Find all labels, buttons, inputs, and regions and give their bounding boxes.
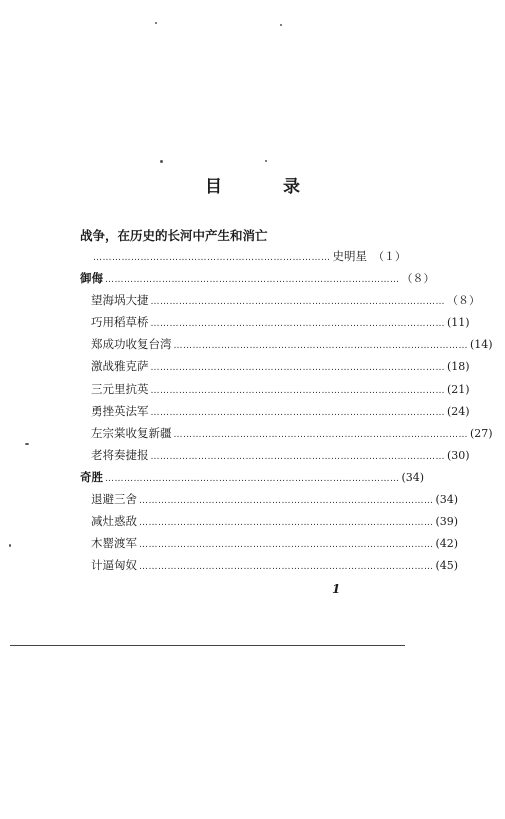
toc-entry-title: 勇挫英法军 — [91, 403, 149, 418]
toc-entry-title: 巧用稻草桥 — [91, 315, 149, 330]
toc-page-number: （８） — [447, 294, 480, 308]
scan-speck — [265, 160, 267, 162]
toc-section-row — [80, 469, 425, 485]
dot-leader: ………………………………………………………………………………… — [150, 407, 445, 418]
toc-page-number: (18) — [447, 360, 470, 374]
dot-leader: ………………………………………………………………………………… — [105, 275, 400, 285]
toc-section-row — [80, 270, 435, 286]
toc-page-number: (14) — [470, 338, 493, 352]
dot-leader: ………………………………………………………………………………… — [139, 518, 434, 529]
toc-entry-row — [91, 557, 459, 573]
preface-title: 战争，在历史的长河中产生和消亡 — [80, 228, 268, 243]
toc-entry-title: 计逼匈奴 — [91, 558, 137, 573]
dot-leader: ………………………………………………………………………………… — [173, 429, 468, 440]
toc-entry-title: 退避三舍 — [91, 492, 137, 506]
toc-entry-title: 奇胜 — [80, 469, 103, 484]
toc-entry-row — [91, 535, 459, 551]
toc-entry-title: 激战雅克萨 — [91, 359, 149, 374]
dot-leader: ………………………………………………………………………………… — [139, 562, 434, 573]
dot-leader: ………………………………………………………………………………… — [150, 451, 445, 462]
toc-page-number: (34) — [401, 470, 425, 484]
toc-entry-title: 减灶惑敌 — [91, 514, 137, 529]
toc-page-number: (21) — [447, 382, 470, 396]
toc-page-number: (27) — [470, 426, 493, 440]
toc-entry-title: 御侮 — [80, 271, 103, 285]
toc-entry-row — [91, 425, 493, 441]
toc-entry-title: 望海埚大捷 — [91, 293, 149, 308]
toc-page-number: (24) — [447, 404, 470, 418]
dot-leader: ………………………………………………………………………………… — [150, 363, 445, 374]
dot-leader: ………………………………………………………………………………… — [173, 341, 468, 352]
toc-entry-title: 左宗棠收复新疆 — [91, 425, 172, 440]
toc-page-number: (39) — [435, 515, 459, 529]
preface-author-row — [91, 248, 406, 264]
scan-speck — [25, 443, 29, 445]
scan-speck — [160, 160, 163, 163]
dot-leader: ………………………………………………………………………………… — [105, 473, 400, 484]
page-edge-rule — [10, 645, 405, 646]
toc-page-number: (34) — [435, 493, 459, 506]
toc-page-number: (42) — [435, 537, 459, 551]
dot-leader: ………………………………………………………………………………… — [150, 319, 445, 330]
dot-leader: ………………………………………………………………………………… — [139, 496, 434, 506]
toc-entry-title: 老将奏捷报 — [91, 447, 149, 462]
toc-entry-row — [91, 447, 470, 463]
preface-page: （１） — [373, 250, 406, 263]
toc-page-number: (30) — [447, 448, 470, 462]
dot-leader: ………………………………………………………………… — [93, 253, 331, 263]
toc-entry-row — [91, 314, 470, 330]
toc-entry-row — [91, 381, 470, 397]
scan-speck — [155, 22, 157, 24]
toc-entry-row — [91, 491, 459, 507]
toc-entry-title: 三元里抗英 — [91, 381, 149, 396]
preface-author: 史明星 — [332, 249, 367, 263]
toc-entry-title: 木罂渡军 — [91, 536, 137, 551]
toc-heading: 目 录 — [205, 177, 322, 197]
toc-entry-row — [91, 336, 493, 352]
toc-entry-title: 郑成功收复台湾 — [91, 337, 172, 352]
toc-entry-row — [91, 513, 459, 529]
dot-leader: ………………………………………………………………………………… — [139, 540, 434, 551]
toc-entry-row — [91, 403, 470, 419]
toc-page-number: （８） — [401, 272, 435, 285]
toc-page-number: (11) — [447, 316, 470, 330]
dot-leader: ………………………………………………………………………………… — [150, 297, 445, 308]
page-number: 1 — [332, 582, 341, 596]
toc-entry-row — [91, 358, 470, 374]
toc-entry-row — [91, 292, 480, 308]
toc-page-number: (45) — [435, 559, 459, 573]
scan-speck — [9, 544, 11, 547]
dot-leader: ………………………………………………………………………………… — [150, 385, 445, 396]
scan-speck — [280, 24, 282, 26]
